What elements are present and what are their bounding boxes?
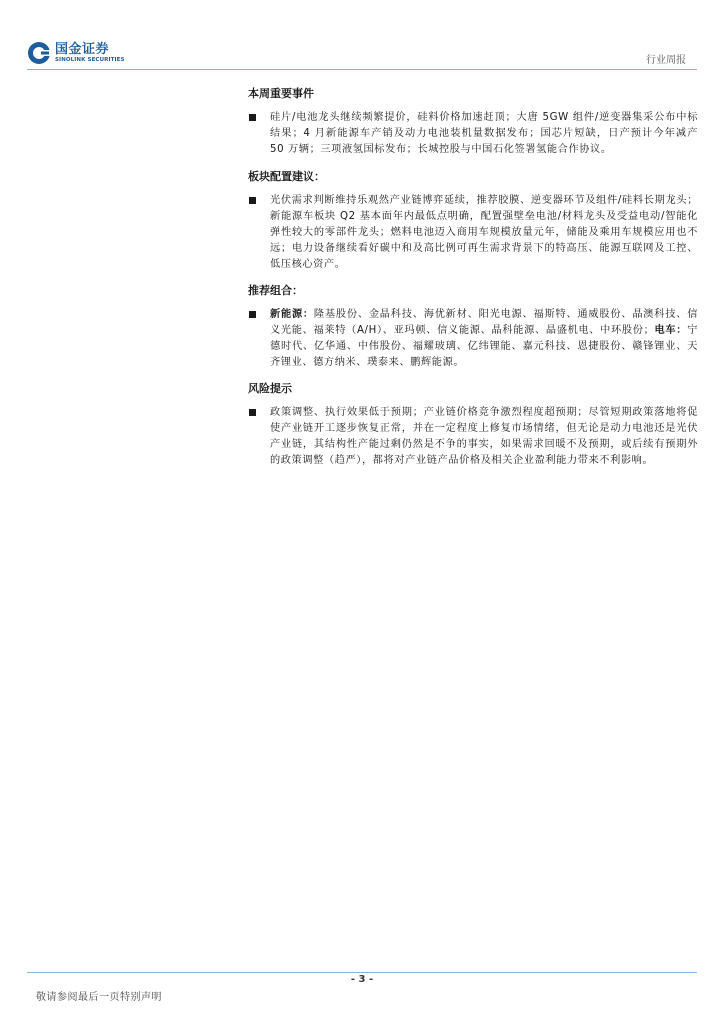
square-bullet-icon: [249, 197, 256, 204]
square-bullet-icon: [249, 311, 256, 318]
allocation-text: 光伏需求判断维持乐观然产业链博弈延续，推荐胶膜、逆变器环节及组件/硅料长期龙头；新能源车板块 Q2 基本面年内最低点明确，配置强壁垒电池/材料龙头及受益电动/智能化弹性较大的零部件龙头；燃料电池迈入商用车规模放量元年，储能及乘用车规模应用也不远；电力设备继续看好碳中和及高比例可再生需求背景下的特高压、能源互联网及工控、低压核心资产。: [270, 195, 698, 270]
page-header: [0, 0, 724, 72]
footer-divider: [27, 972, 697, 973]
portfolio-bullet: [248, 307, 698, 371]
section-title-risk: 风险提示: [248, 382, 292, 395]
risk-text: 政策调整、执行效果低于预期；产业链价格竞争激烈程度超预期；尽管短期政策落地将促使产业链开工逐步恢复正常，并在一定程度上修复市场情绪，但无论是动力电池还是光伏产业链，其结构性产能过剩仍然是不争的事实，如果需求回暖不及预期，或后续有预期外的政策调整（趋严），都将对产业链产品价格及相关企业盈利能力带来不利影响。: [270, 407, 698, 466]
report-type-label: 行业周报: [646, 55, 686, 66]
section-title-portfolio: 推荐组合：: [248, 284, 303, 297]
portfolio-text: [270, 307, 698, 371]
events-text: 硅片/电池龙头继续频繁提价，硅料价格加速赶顶；大唐 5GW 组件/逆变器集采公布中标结果；4 月新能源车产销及动力电池装机量数据发布；国芯片短缺，日产预计今年减产 50 万辆；三项液氢国标发布；长城控股与中国石化签署氢能合作协议。: [270, 112, 698, 155]
main-content: [248, 86, 698, 469]
risk-bullet: [248, 405, 698, 469]
events-bullet: [248, 110, 698, 158]
ev-label: 电车：: [654, 325, 688, 336]
allocation-bullet: [248, 193, 698, 273]
ev-stocks: 宁德时代、亿华通、中伟股份、福耀玻璃、亿纬锂能、嘉元科技、恩捷股份、赣锋锂业、天齐锂业、德方纳米、璞泰来、鹏辉能源。: [270, 325, 698, 368]
logo-chinese-name: 国金证券: [55, 41, 110, 57]
section-title-allocation: 板块配置建议：: [248, 170, 325, 183]
square-bullet-icon: [249, 114, 256, 121]
company-logo: [27, 41, 125, 65]
logo-text: [55, 43, 125, 64]
header-divider: [27, 69, 697, 70]
logo-english-name: SINOLINK SECURITIES: [55, 56, 125, 63]
footer-disclaimer: 敬请参阅最后一页特别声明: [36, 992, 162, 1003]
page-number: - 3 -: [350, 974, 374, 985]
new-energy-stocks: 隆基股份、金晶科技、海优新材、阳光电源、福斯特、通威股份、晶澳科技、信义光能、福莱特（A/H）、亚玛顿、信义能源、晶科能源、晶盛机电、中环股份；: [270, 309, 698, 336]
section-title-events: 本周重要事件: [248, 87, 314, 100]
square-bullet-icon: [249, 409, 256, 416]
new-energy-label: 新能源：: [270, 309, 314, 320]
sinolink-logo-icon: [27, 41, 51, 65]
